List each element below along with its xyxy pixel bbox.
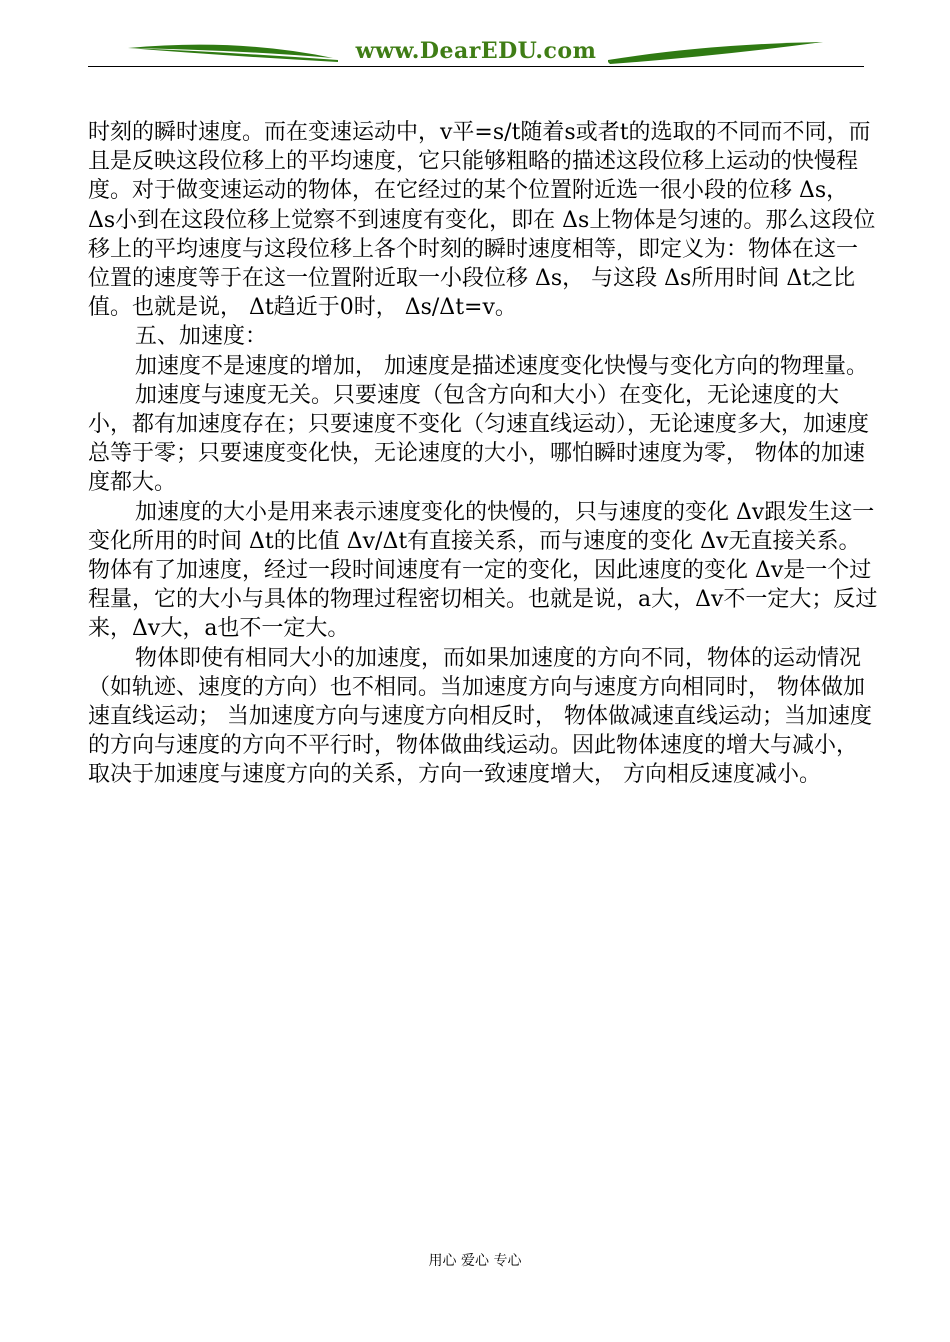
page-header xyxy=(88,30,864,70)
paragraph: 时刻的瞬时速度。而在变速运动中，v平=s/t随着s或者t的选取的不同而不同，而且是反映这段位移上的平均速度，它只能够粗略的描述这段位移上运动的快慢程度。对于做变速运动的物体，在它经过的某个位置附近选一很小段的位移 Δs， Δs小到在这段位移上觉察不到速度有变化，即在 Δs上物体是匀速的。那么这段位移上的平均速度与这段位移上各个时刻的瞬时速度相等，即定义为：物体在这一位置的速度等于在这一位置附近取一小段位移 Δs， 与这段 Δs所用时间 Δt之比值。也就是说， Δt趋近于0时， Δs/Δt=v。 xyxy=(88,120,876,321)
paragraph: 加速度不是速度的增加， 加速度是描述速度变化快慢与变化方向的物理量。 xyxy=(135,353,868,379)
section-heading: 五、加速度： xyxy=(135,324,268,350)
paragraph: 物体即使有相同大小的加速度，而如果加速度的方向不同，物体的运动情况（如轨迹、速度的方向）也不相同。当加速度方向与速度方向相同时， 物体做加速直线运动； 当加速度方向与速度方向相反时， 物体做减速直线运动；当加速度的方向与速度的方向不平行时，物体做曲线运动。因此物体速度的增大与减小，取决于加速度与速度方向的关系，方向一致速度增大， 方向相反速度减小。 xyxy=(88,645,872,788)
site-logo-text: www.DearEDU.com xyxy=(355,38,597,64)
header-divider xyxy=(88,66,864,67)
paragraph: 加速度的大小是用来表示速度变化的快慢的，只与速度的变化 Δv跟发生这一变化所用的时间 Δt的比值 Δv/Δt有直接关系，而与速度的变化 Δv无直接关系。物体有了加速度，经过一段时间速度有一定的变化，因此速度的变化 Δv是一个过程量，它的大小与具体的物理过程密切相关。也就是说，a大，Δv不一定大；反过来，Δv大，a也不一定大。 xyxy=(88,499,878,642)
paragraph: 加速度与速度无关。只要速度（包含方向和大小）在变化，无论速度的大小，都有加速度存在；只要速度不变化（匀速直线运动），无论速度多大，加速度总等于零；只要速度变化快，无论速度的大小，哪怕瞬时速度为零， 物体的加速度都大。 xyxy=(88,382,870,496)
page-footer: 用心 爱心 专心 xyxy=(428,1253,522,1269)
document-body xyxy=(88,118,878,790)
